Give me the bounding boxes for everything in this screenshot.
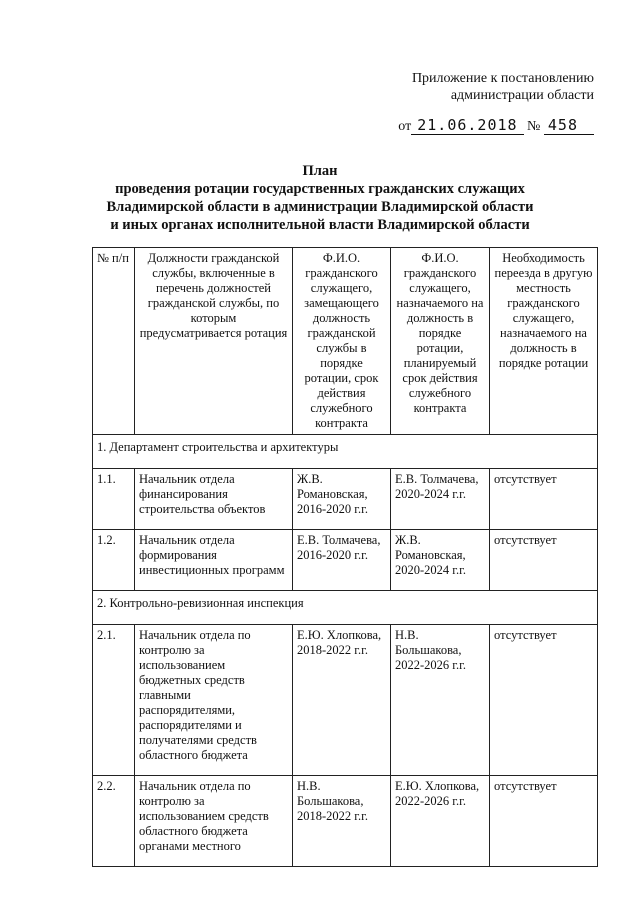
table-row [93, 776, 598, 867]
section-title: 2. Контрольно-ревизионная инспекция [93, 591, 598, 625]
row-number: 1.2. [93, 530, 135, 591]
annex-line-2: администрации области [450, 88, 594, 103]
row-position: Начальник отдела по контролю за использованием бюджетных средств главными распорядителями, распорядителями и получателями средств областного бюджета [135, 625, 293, 776]
header-current-employee: Ф.И.О. гражданского служащего, замещающего должность гражданской службы в порядке ротации, срок действия служебного контракта [293, 248, 391, 435]
number-prefix: № [527, 119, 541, 134]
row-position: Начальник отдела формирования инвестиционных программ [135, 530, 293, 591]
header-number: № п/п [93, 248, 135, 435]
table-row [93, 530, 598, 591]
row-current-employee: Е.В. Толмачева, 2016-2020 г.г. [293, 530, 391, 591]
section-row [93, 435, 598, 469]
row-current-employee: Ж.В. Романовская, 2016-2020 г.г. [293, 469, 391, 530]
row-position: Начальник отдела финансирования строительства объектов [135, 469, 293, 530]
title-line-2: проведения ротации государственных гражданских служащих [115, 181, 525, 197]
annex-line-1: Приложение к постановлению [411, 71, 594, 86]
row-current-employee: Е.Ю. Хлопкова, 2018-2022 г.г. [293, 625, 391, 776]
decree-date: 21.06.2018 [411, 116, 523, 135]
table-row [93, 469, 598, 530]
document-title [80, 162, 560, 234]
title-line-1: План [302, 163, 338, 179]
table-row [93, 625, 598, 776]
decree-number: 458 [544, 116, 594, 135]
row-relocation: отсутствует [490, 625, 598, 776]
header-position: Должности гражданской службы, включенные в перечень должностей гражданской службы, по которым предусматривается ротация [135, 248, 293, 435]
row-appointed-employee: Н.В. Большакова, 2022-2026 г.г. [391, 625, 490, 776]
section-row [93, 591, 598, 625]
row-relocation: отсутствует [490, 469, 598, 530]
row-current-employee: Н.В. Большакова, 2018-2022 г.г. [293, 776, 391, 867]
annex-heading [412, 70, 594, 104]
row-position: Начальник отдела по контролю за использованием средств областного бюджета органами местного [135, 776, 293, 867]
date-prefix: от [398, 119, 412, 134]
title-line-4: и иных органах исполнительной власти Владимирской области [110, 217, 530, 233]
row-appointed-employee: Е.В. Толмачева, 2020-2024 г.г. [391, 469, 490, 530]
header-relocation: Необходимость переезда в другую местность гражданского служащего, назначаемого на должность в порядке ротации [490, 248, 598, 435]
row-appointed-employee: Е.Ю. Хлопкова, 2022-2026 г.г. [391, 776, 490, 867]
header-appointed-employee: Ф.И.О. гражданского служащего, назначаемого на должность в порядке ротации, планируемый срок действия служебного контракта [391, 248, 490, 435]
row-appointed-employee: Ж.В. Романовская, 2020-2024 г.г. [391, 530, 490, 591]
row-number: 2.1. [93, 625, 135, 776]
row-number: 1.1. [93, 469, 135, 530]
row-relocation: отсутствует [490, 530, 598, 591]
table-header-row [93, 248, 598, 435]
title-line-3: Владимирской области в администрации Владимирской области [106, 199, 534, 215]
row-relocation: отсутствует [490, 776, 598, 867]
decree-reference [398, 116, 594, 135]
rotation-plan-table [92, 247, 598, 867]
section-title: 1. Департамент строительства и архитектуры [93, 435, 598, 469]
row-number: 2.2. [93, 776, 135, 867]
